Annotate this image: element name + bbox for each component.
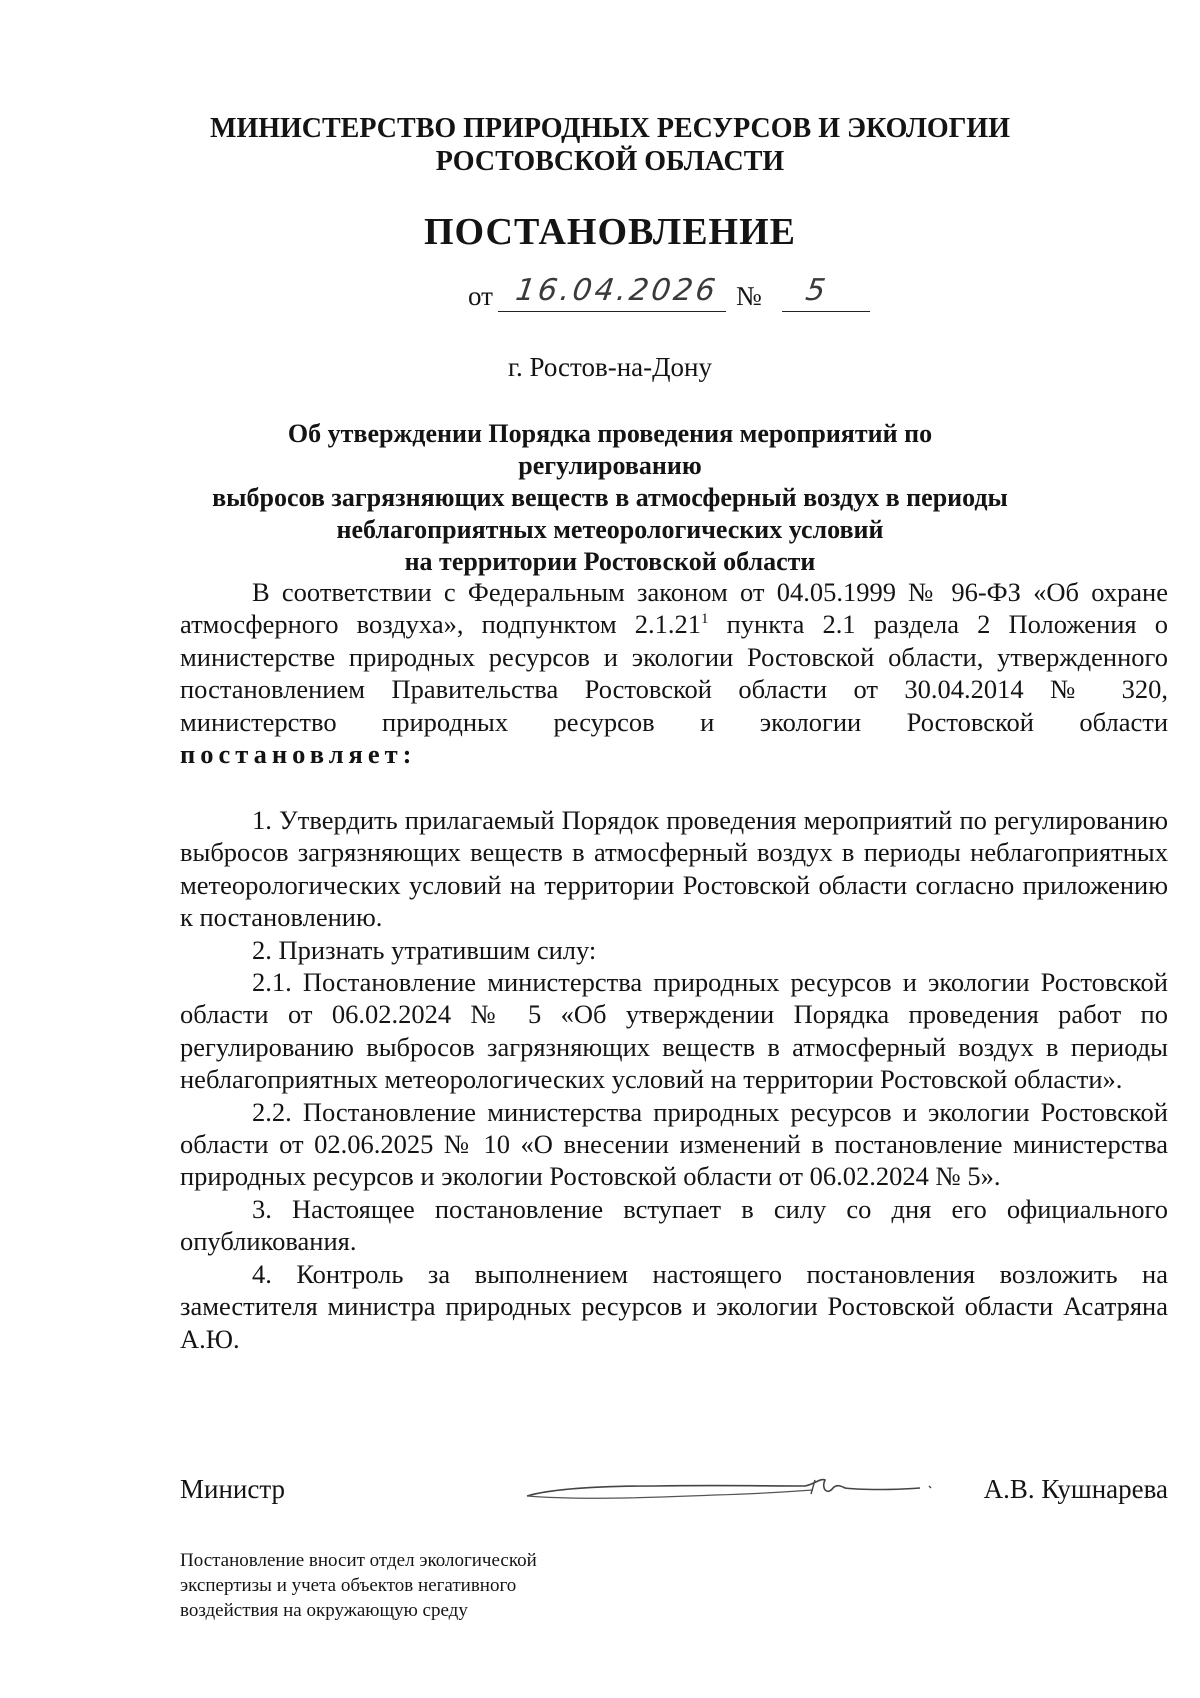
executor-note-line2: экспертизы и учета объектов негативного [180,1575,517,1596]
city-line: г. Ростов-на-Дону [507,352,712,382]
handwritten-signature [515,1466,935,1512]
subparagraph-superscript: 1 [700,611,709,628]
item-2: 2. Признать утратившим силу: [252,934,597,965]
executor-note [180,1548,640,1623]
preamble [180,576,1168,770]
resolution-items [180,804,1168,1355]
handwritten-number: 5 [803,273,831,308]
decree-word: постановляет: [180,739,417,770]
subject-line4: на территории Ростовской области [404,547,816,576]
item-3: 3. Настоящее постановление вступает в силу со дня его официального опубликования. [180,1193,1168,1257]
number-label: № [736,281,762,311]
signatory-name: А.В. Кушнарева [983,1474,1168,1504]
document-title: ПОСТАНОВЛЕНИЕ [423,211,797,253]
preamble-text-cont: пункта 2.1 раздела 2 Положения о министерстве природных ресурсов и экологии Ростовской области, утвержденного постановлением Правительства Ростовской области от 30.04.2014 № 320, министерство природных ресурсов и экологии Ростовской области [180,609,1168,737]
document-subject [195,418,1025,578]
subject-line1: Об утверждении Порядка проведения мероприятий по регулированию [287,419,933,480]
item-1: 1. Утвердить прилагаемый Порядок проведения мероприятий по регулированию выбросов загрязняющих веществ в атмосферный воздух в периоды неблагоприятных метеорологических условий на территории Ростовской области согласно приложению к постановлению. [180,805,1168,933]
executor-note-line1: Постановление вносит отдел экологической [180,1550,537,1571]
date-number-line [468,270,888,320]
signatory-position: Министр [180,1474,285,1504]
preamble-text: В соответствии с Федеральным законом от 04.05.1999 № 96-ФЗ «Об охране атмосферного воздуха», подпунктом 2.1.21 [180,577,1168,640]
item-2-1: 2.1. Постановление министерства природных ресурсов и экологии Ростовской области от 06.02.2024 № 5 «Об утверждении Порядка проведения работ по регулированию выбросов загрязняющих веществ в атмосферный воздух в периоды неблагоприятных метеорологических условий на территории Ростовской области». [180,967,1168,1095]
ministry-header [180,112,1040,178]
subject-line3: неблагоприятных метеорологических условий [336,515,884,544]
date-label: от [468,281,493,311]
subject-line2: выбросов загрязняющих веществ в атмосферный воздух в периоды [212,483,1008,512]
item-2-2: 2.2. Постановление министерства природных ресурсов и экологии Ростовской области от 02.06.2025 № 10 «О внесении изменений в постановление министерства природных ресурсов и экологии Ростовской области от 06.02.2024 № 5». [180,1096,1168,1192]
item-4: 4. Контроль за выполнением настоящего постановления возложить на заместителя министра природных ресурсов и экологии Ростовской области Асатряна А.Ю. [180,1258,1168,1354]
executor-note-line3: воздействия на окружающую среду [180,1600,468,1621]
signature-block [180,1466,1168,1516]
preamble-paragraph [180,576,1168,770]
ministry-header-line1: МИНИСТЕРСТВО ПРИРОДНЫХ РЕСУРСОВ И ЭКОЛОГИИ [210,113,1010,144]
handwritten-date: 16.04.2026 [513,273,721,308]
ministry-header-line2: РОСТОВСКОЙ ОБЛАСТИ [435,146,785,177]
